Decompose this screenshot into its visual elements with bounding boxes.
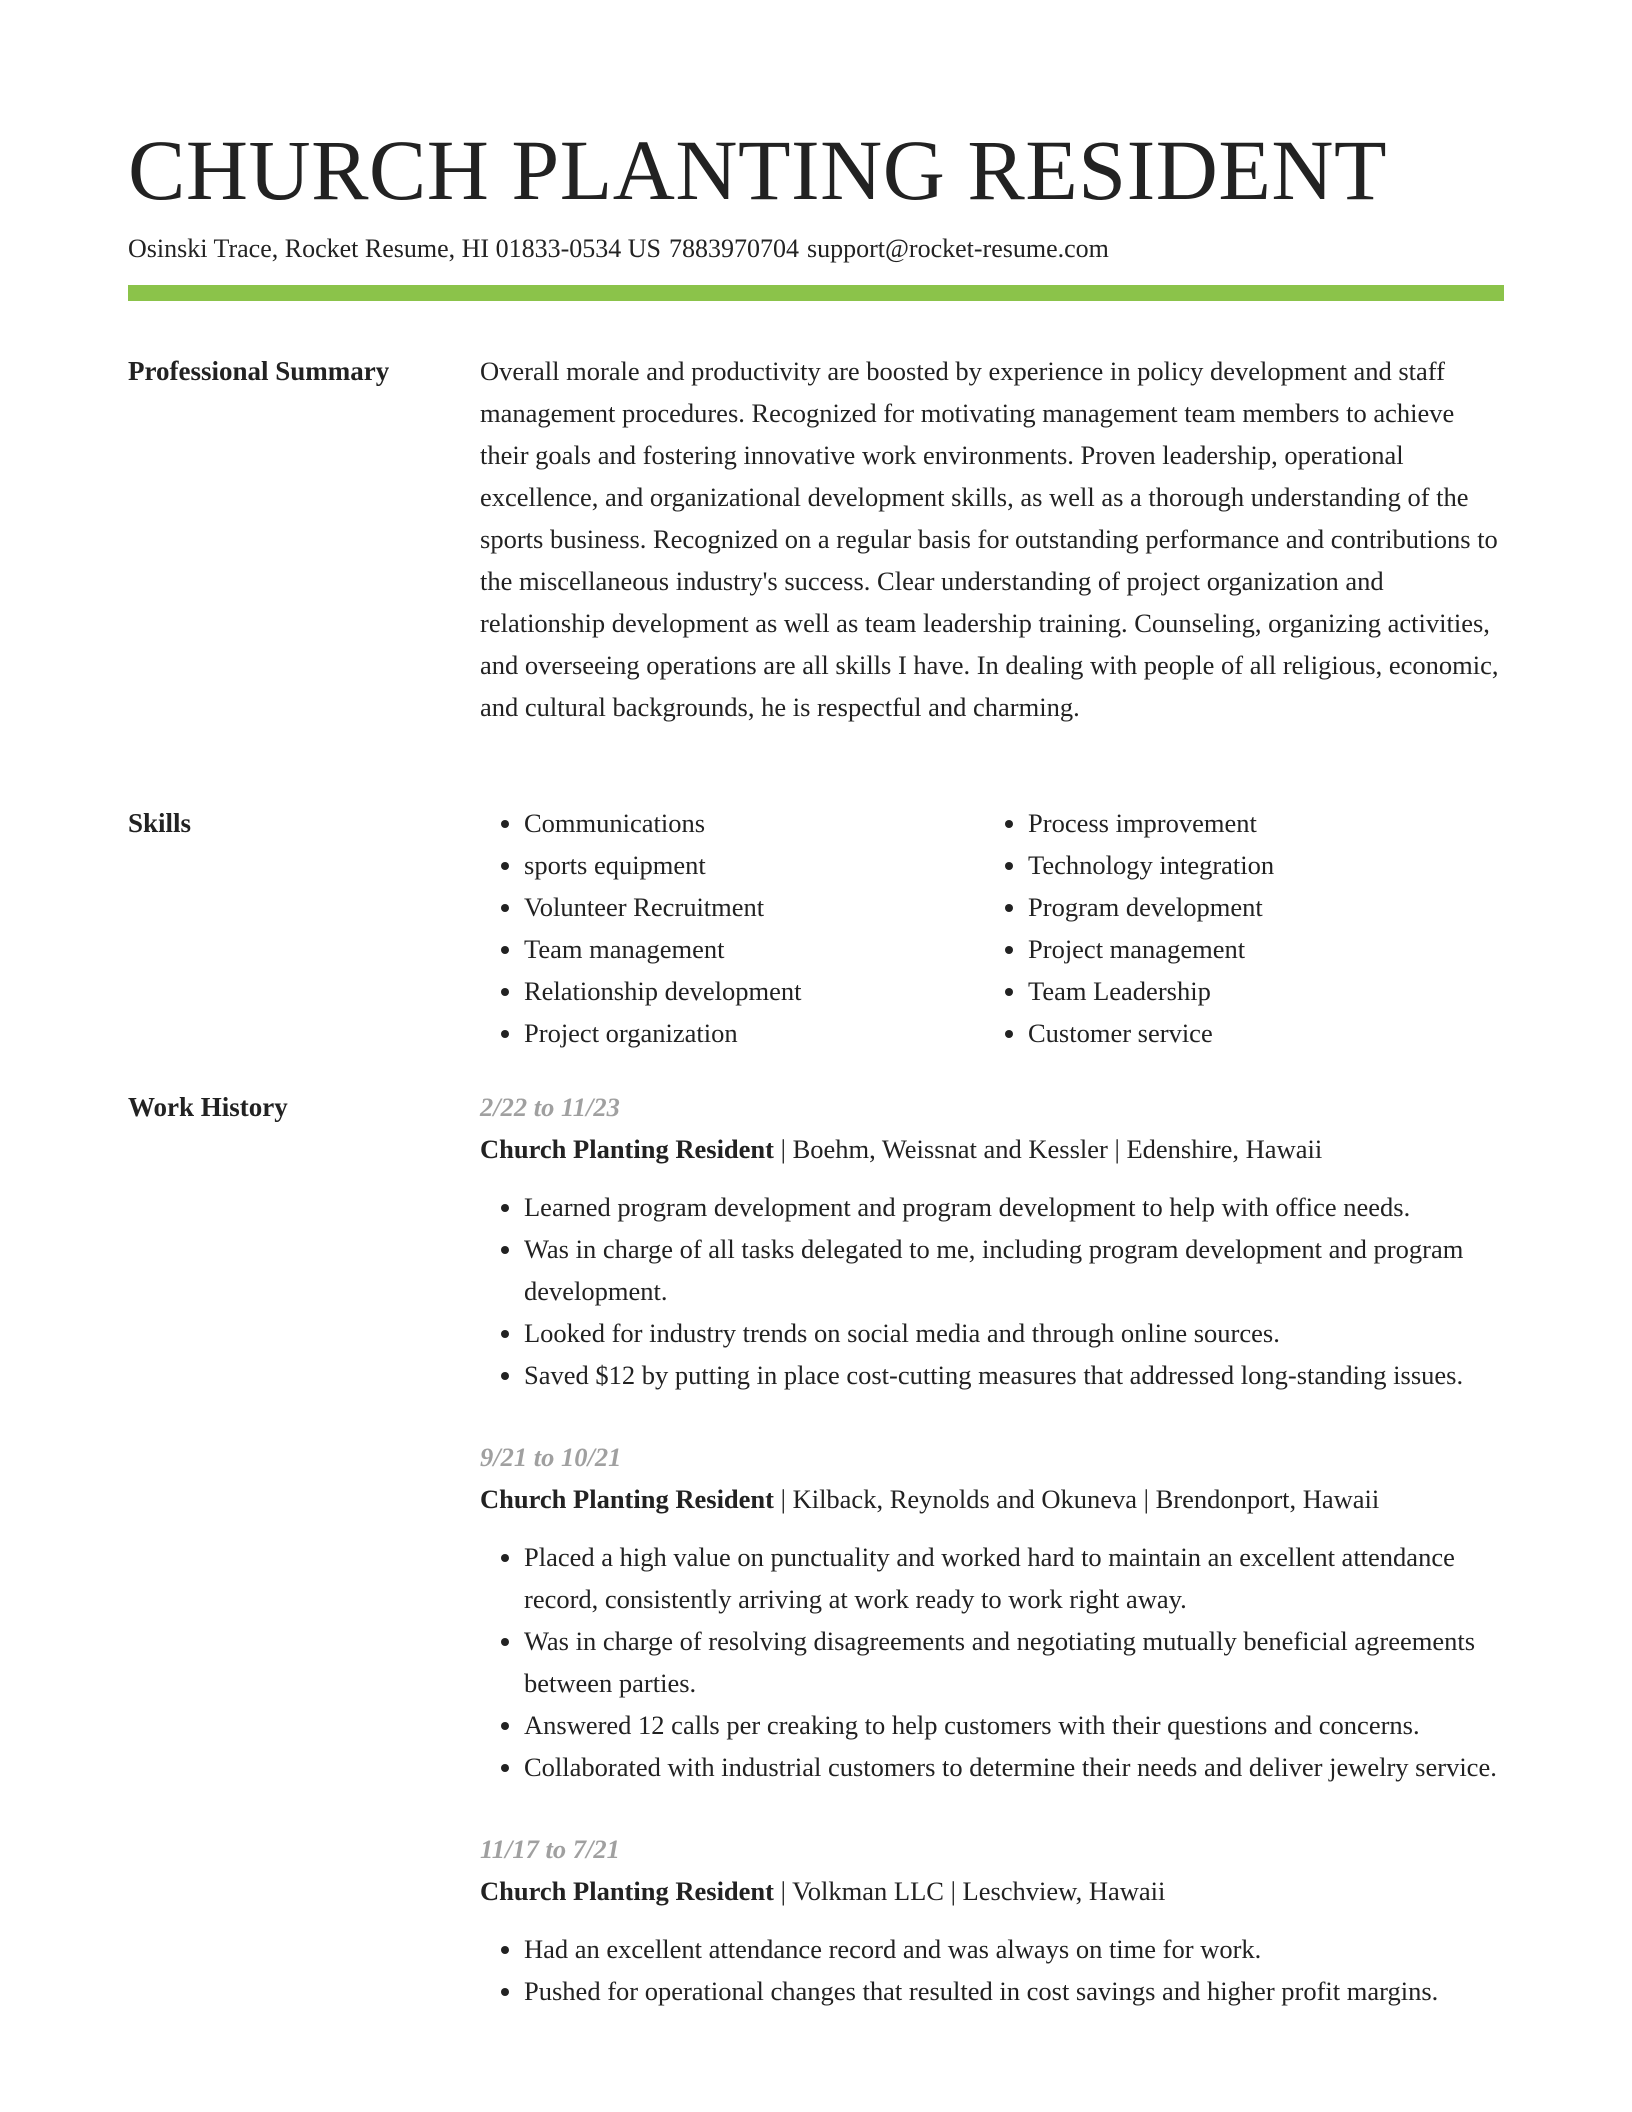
job-header xyxy=(480,1870,1510,1912)
job-company: Boehm, Weissnat and Kessler xyxy=(792,1134,1108,1164)
job-bullet: • Collaborated with industrial customers to determine their needs and deliver jewelry service. xyxy=(524,1746,1510,1788)
separator: | xyxy=(1114,1134,1127,1164)
accent-divider xyxy=(128,285,1504,301)
skills-heading: Skills xyxy=(128,808,192,838)
job-bullet: • Answered 12 calls per creaking to help customers with their questions and concerns. xyxy=(524,1704,1510,1746)
skill-item: • sports equipment xyxy=(524,844,984,886)
job-bullets xyxy=(480,1536,1510,1788)
skill-item: • Communications xyxy=(524,802,984,844)
job-dates: 9/21 to 10/21 xyxy=(480,1442,622,1472)
separator: | xyxy=(950,1876,963,1906)
job-bullet: • Was in charge of all tasks delegated to me, including program development and program development. xyxy=(524,1228,1510,1312)
contact-address: Osinski Trace, Rocket Resume, HI 01833-0534 US xyxy=(128,234,661,263)
skill-item: • Team Leadership xyxy=(1028,970,1488,1012)
skills-list-left xyxy=(480,802,984,1054)
job-location: Leschview, Hawaii xyxy=(962,1876,1166,1906)
skill-item: • Volunteer Recruitment xyxy=(524,886,984,928)
job-bullet: • Looked for industry trends on social media and through online sources. xyxy=(524,1312,1510,1354)
contact-phone: 7883970704 xyxy=(668,234,799,263)
skill-item: • Program development xyxy=(1028,886,1488,928)
job-bullet: • Was in charge of resolving disagreements and negotiating mutually beneficial agreements between parties. xyxy=(524,1620,1510,1704)
summary-text: Overall morale and productivity are boosted by experience in policy development and staff management procedures. Recognized for motivating management team members to achieve their goals and fostering innovative work environments. Proven leadership, operational excellence, and organizational development skills, as well as a thorough understanding of the sports business. Recognized on a regular basis for outstanding performance and contributions to the miscellaneous industry's success. Clear understanding of project organization and relationship development as well as team leadership training. Counseling, organizing activities, and overseeing operations are all skills I have. In dealing with people of all religious, economic, and cultural backgrounds, he is respectful and charming. xyxy=(480,356,1499,722)
separator: | xyxy=(780,1134,793,1164)
job-location: Edenshire, Hawaii xyxy=(1126,1134,1323,1164)
skill-item: • Process improvement xyxy=(1028,802,1488,844)
job-entry xyxy=(480,1086,1510,1396)
separator: | xyxy=(780,1484,793,1514)
job-bullet: • Placed a high value on punctuality and worked hard to maintain an excellent attendance record, consistently arriving at work ready to work right away. xyxy=(524,1536,1510,1620)
job-entry xyxy=(480,1436,1510,1788)
job-company: Kilback, Reynolds and Okuneva xyxy=(792,1484,1137,1514)
skill-item: • Team management xyxy=(524,928,984,970)
job-header xyxy=(480,1478,1510,1520)
job-header xyxy=(480,1128,1510,1170)
job-title: Church Planting Resident xyxy=(480,1876,774,1906)
job-dates: 2/22 to 11/23 xyxy=(480,1092,620,1122)
skills-body xyxy=(480,802,1510,1054)
job-bullet: • Pushed for operational changes that resulted in cost savings and higher profit margins. xyxy=(524,1970,1510,2012)
job-dates: 11/17 to 7/21 xyxy=(480,1834,620,1864)
contact-email: support@rocket-resume.com xyxy=(806,234,1109,263)
resume-name: CHURCH PLANTING RESIDENT xyxy=(128,122,1387,218)
job-bullets xyxy=(480,1186,1510,1396)
job-bullets xyxy=(480,1928,1510,2012)
summary-heading: Professional Summary xyxy=(128,356,390,386)
contact-line xyxy=(128,232,1109,266)
job-title: Church Planting Resident xyxy=(480,1134,774,1164)
separator: | xyxy=(1143,1484,1156,1514)
skill-item: • Customer service xyxy=(1028,1012,1488,1054)
job-title: Church Planting Resident xyxy=(480,1484,774,1514)
skills-list-right xyxy=(984,802,1488,1054)
skill-item: • Project management xyxy=(1028,928,1488,970)
summary-body xyxy=(480,350,1504,728)
job-bullet: • Saved $12 by putting in place cost-cutting measures that addressed long-standing issues. xyxy=(524,1354,1510,1396)
job-bullet: • Had an excellent attendance record and was always on time for work. xyxy=(524,1928,1510,1970)
job-bullet: • Learned program development and program development to help with office needs. xyxy=(524,1186,1510,1228)
skill-item: • Technology integration xyxy=(1028,844,1488,886)
job-company: Volkman LLC xyxy=(792,1876,944,1906)
skill-item: • Project organization xyxy=(524,1012,984,1054)
separator: | xyxy=(780,1876,793,1906)
work-history-body xyxy=(480,1086,1510,2052)
job-entry xyxy=(480,1828,1510,2012)
skill-item: • Relationship development xyxy=(524,970,984,1012)
job-location: Brendonport, Hawaii xyxy=(1155,1484,1380,1514)
work-history-heading: Work History xyxy=(128,1092,288,1122)
